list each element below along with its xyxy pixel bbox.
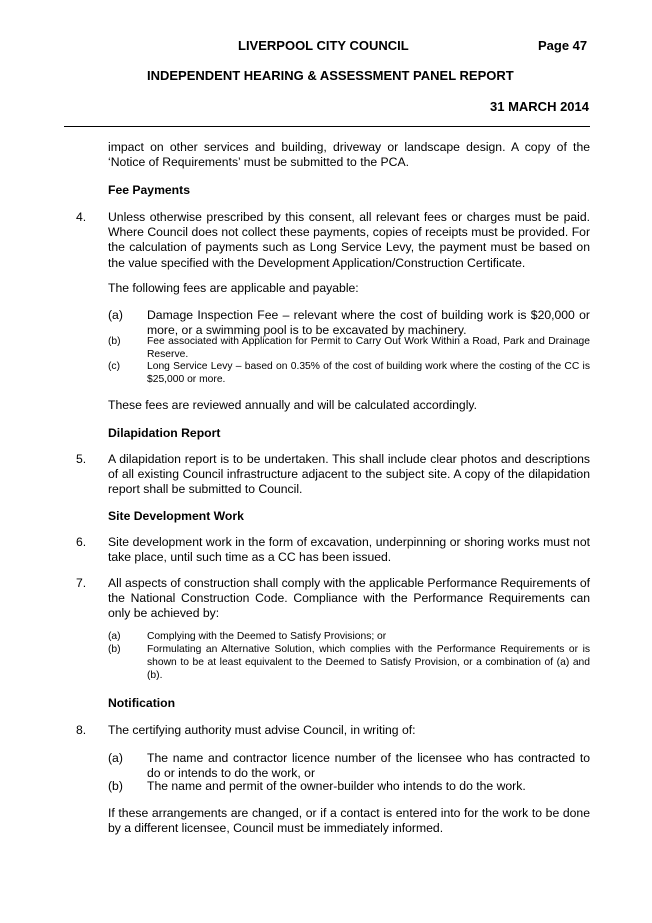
fee-item-label-b: (b) bbox=[108, 336, 121, 347]
heading-site-development-work: Site Development Work bbox=[108, 509, 244, 523]
item-number-7: 7. bbox=[76, 576, 87, 590]
heading-fee-payments: Fee Payments bbox=[108, 183, 190, 197]
dilapidation-text: A dilapidation report is to be undertaken. This shall include clear photos and descriptions of all existing Council infrastructure adjacent to the subject site. A copy of the dilapidation report shall be submitted to Council. bbox=[108, 452, 590, 497]
fee-item-label-a: (a) bbox=[108, 308, 123, 322]
header-council-name: LIVERPOOL CITY COUNCIL bbox=[238, 38, 409, 53]
notification-item-text-a: The name and contractor licence number of the licensee who has contracted to do or intends to do the work, or bbox=[147, 751, 590, 781]
fee-item-text-b: Fee associated with Application for Permit to Carry Out Work Within a Road, Park and Drainage Reserve. bbox=[147, 336, 590, 360]
site-development-item7-text: All aspects of construction shall comply with the applicable Performance Requirements of the National Construction Code. Compliance with the Performance Requirements can only be achieved by: bbox=[108, 576, 590, 621]
intro-paragraph: impact on other services and building, driveway or landscape design. A copy of the ‘Notice of Requirements’ must be submitted to the PCA. bbox=[108, 140, 590, 170]
notification-closing: If these arrangements are changed, or if a contact is entered into for the work to be done by a different licensee, Council must be immediately informed. bbox=[108, 806, 590, 836]
fee-item-text-a: Damage Inspection Fee – relevant where the cost of building work is $20,000 or more, or a swimming pool is to be excavated by machinery. bbox=[147, 308, 590, 338]
notification-item-text-b: The name and permit of the owner-builder who intends to do the work. bbox=[147, 779, 526, 793]
compliance-item-label-b: (b) bbox=[108, 644, 121, 655]
compliance-item-text-a: Complying with the Deemed to Satisfy Provisions; or bbox=[147, 631, 387, 642]
compliance-item-label-a: (a) bbox=[108, 631, 121, 642]
item-number-4: 4. bbox=[76, 210, 87, 224]
item-number-5: 5. bbox=[76, 452, 87, 466]
fee-payments-text: Unless otherwise prescribed by this consent, all relevant fees or charges must be paid. Where Council does not collect these payments, copies of receipts must be provided. For the calculation of payments such as Long Service Levy, the payment must be based on the value specified with the Development Application/Construction Certificate. bbox=[108, 210, 590, 270]
heading-dilapidation-report: Dilapidation Report bbox=[108, 426, 221, 440]
fee-payments-closing: These fees are reviewed annually and will be calculated accordingly. bbox=[108, 398, 477, 412]
site-development-item6-text: Site development work in the form of excavation, underpinning or shoring works must not take place, until such time as a CC has been issued. bbox=[108, 535, 590, 565]
fee-payments-lead: The following fees are applicable and payable: bbox=[108, 281, 359, 295]
notification-item-label-b: (b) bbox=[108, 779, 123, 793]
fee-item-text-c: Long Service Levy – based on 0.35% of the cost of building work where the costing of the CC is $25,000 or more. bbox=[147, 361, 590, 385]
header-page-number: Page 47 bbox=[538, 38, 588, 53]
notification-text: The certifying authority must advise Council, in writing of: bbox=[108, 723, 416, 737]
header-divider bbox=[64, 126, 590, 127]
fee-item-label-c: (c) bbox=[108, 361, 121, 372]
compliance-item-text-b: Formulating an Alternative Solution, which complies with the Performance Requirements or is shown to be at least equivalent to the Deemed to Satisfy Provision, or a combination of (a) and (b). bbox=[147, 644, 590, 681]
item-number-8: 8. bbox=[76, 723, 87, 737]
item-number-6: 6. bbox=[76, 535, 87, 549]
heading-notification: Notification bbox=[108, 696, 176, 710]
notification-item-label-a: (a) bbox=[108, 751, 123, 765]
header-report-title: INDEPENDENT HEARING & ASSESSMENT PANEL REPORT bbox=[147, 68, 514, 83]
header-date: 31 MARCH 2014 bbox=[490, 99, 589, 114]
